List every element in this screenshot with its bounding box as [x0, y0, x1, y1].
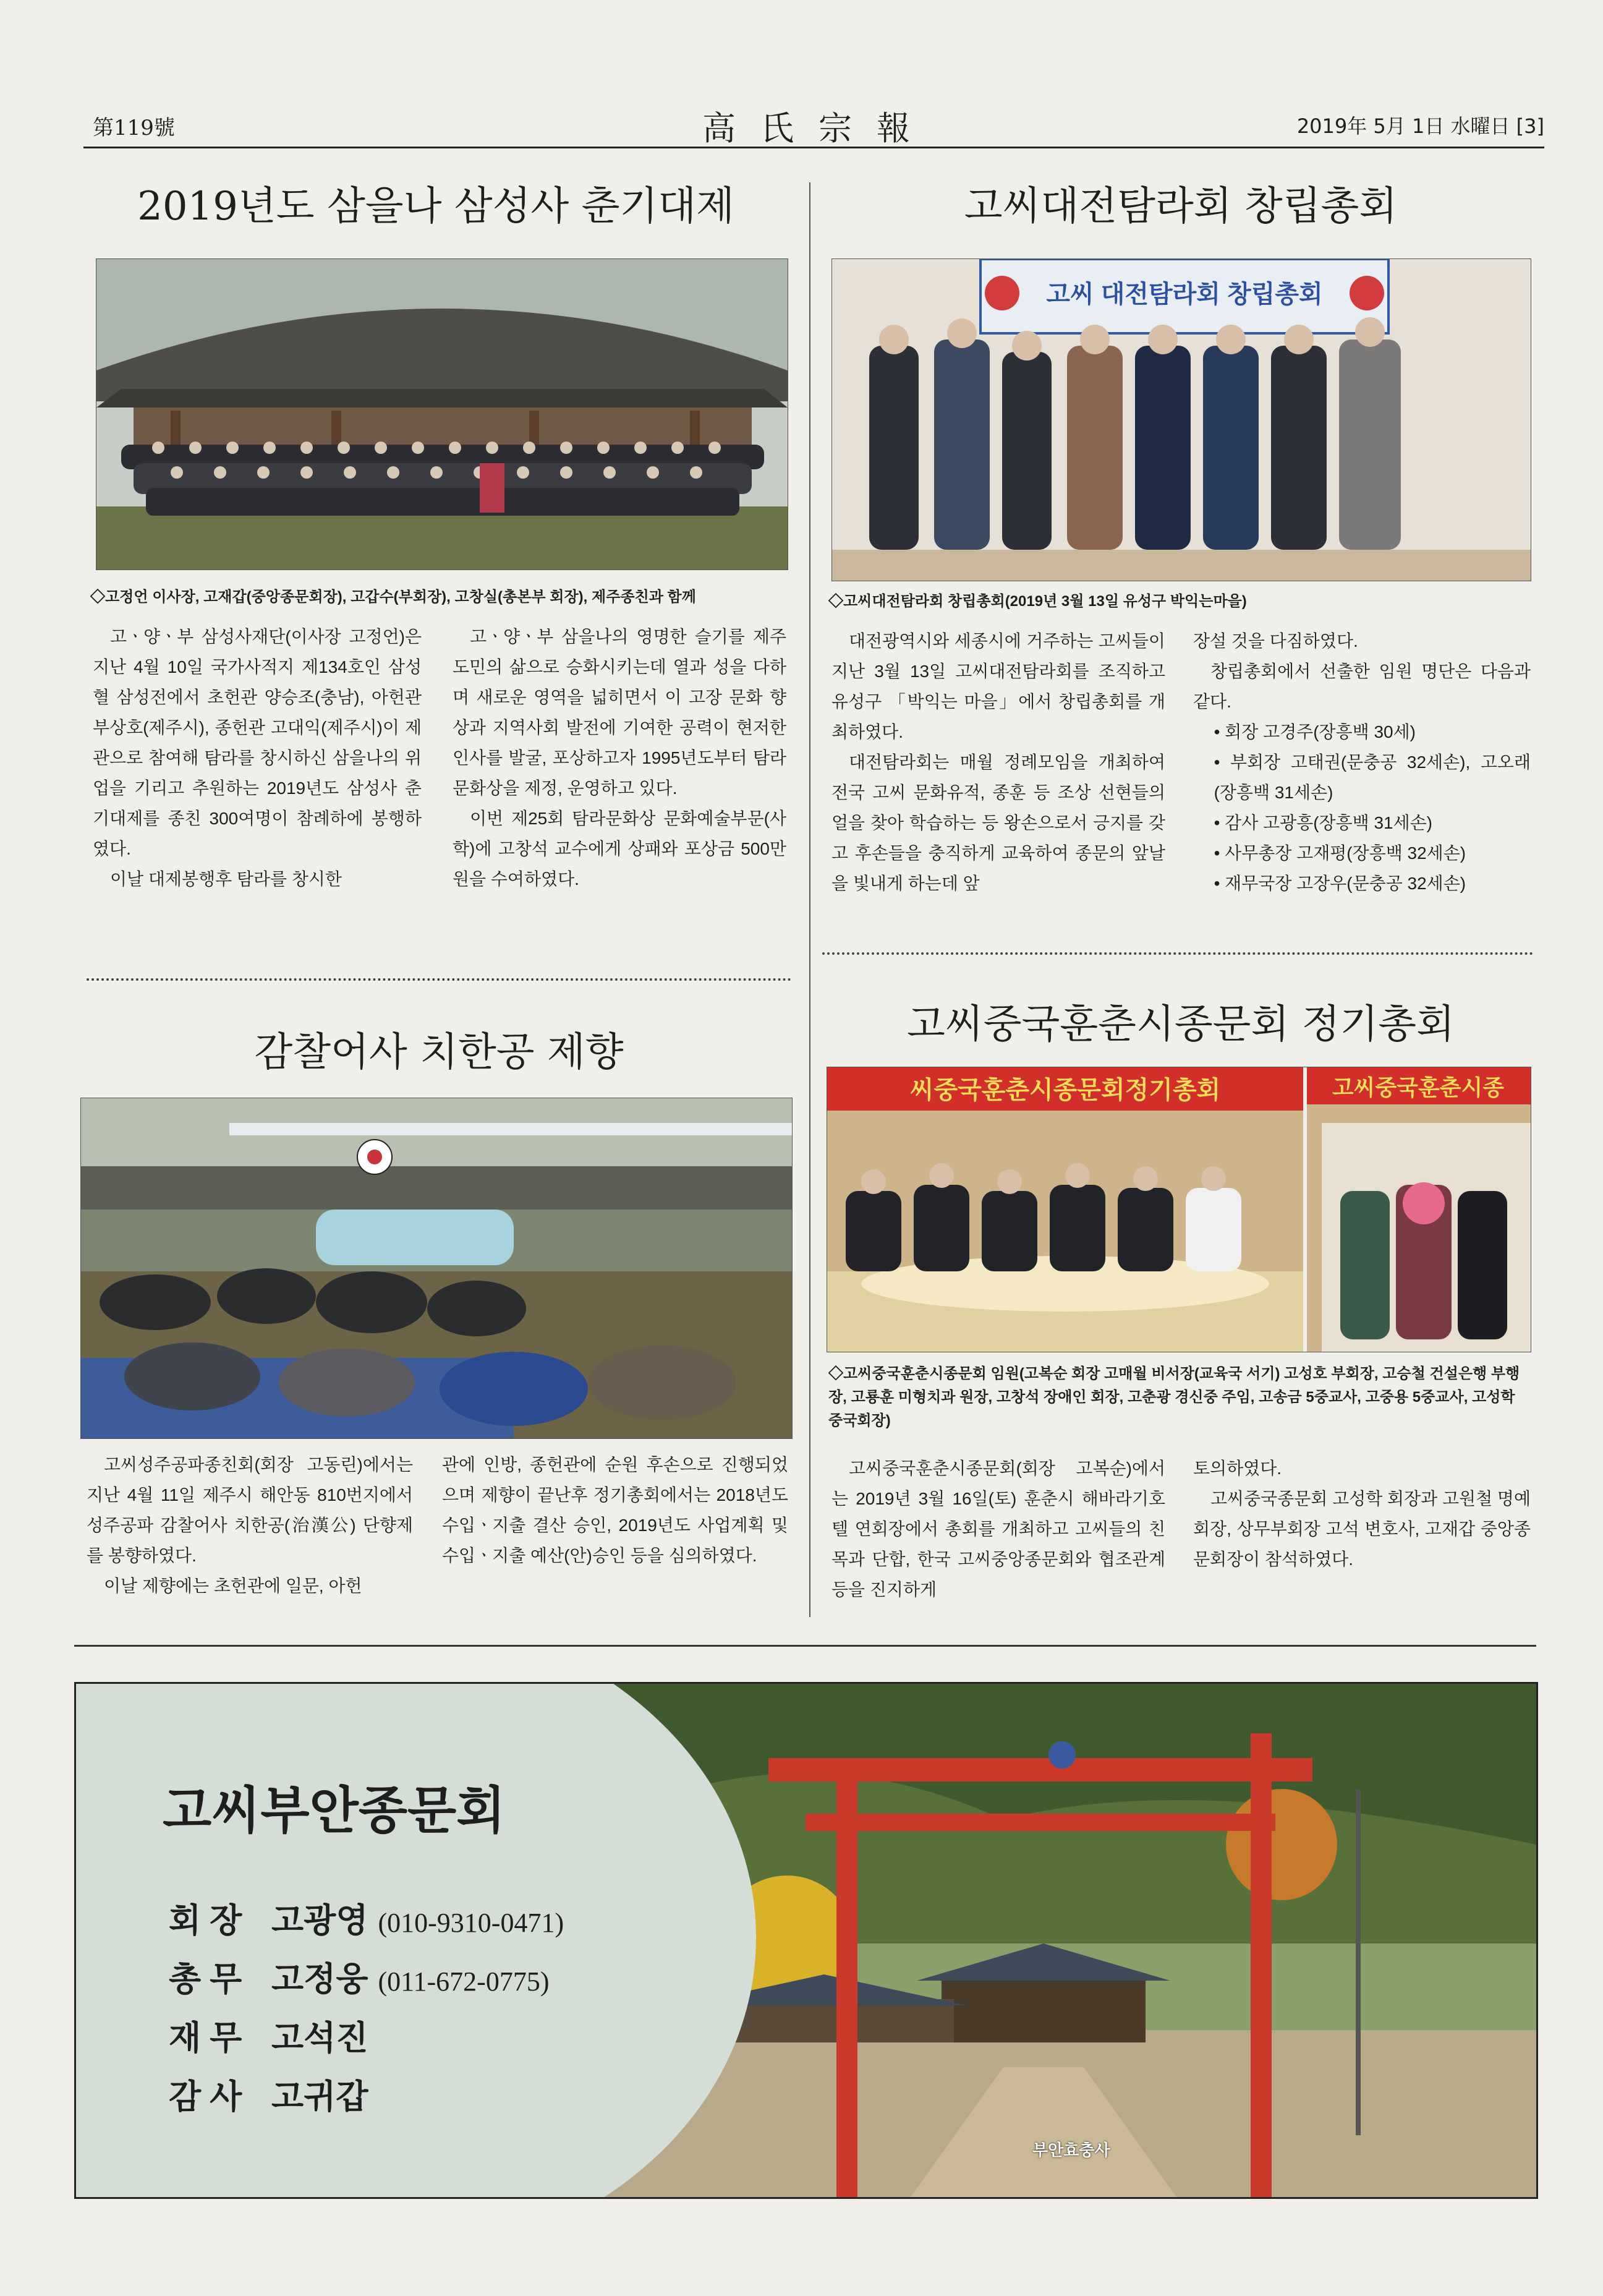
banner-text: 고씨 대전탐라회 창립총회: [1046, 281, 1323, 308]
advertisement-box: [74, 1682, 1538, 2199]
article1-column-1: [93, 621, 422, 894]
article3-paragraph: 관에 인방, 종헌관에 순원 후손으로 진행되었으며 제향이 끝난후 정기총회에서는 2018년도 수입ㆍ지출 결산 승인, 2019년도 사업계획 및 수입ㆍ지출 예산(안)승인 등을 심의하였다.: [442, 1455, 788, 1565]
article2-paragraph: 장설 것을 다짐하였다.: [1193, 631, 1358, 651]
section-divider: [822, 952, 1533, 955]
banner-text: 고씨중국훈춘시종: [1332, 1075, 1505, 1100]
regular-meeting-photo-icon: [827, 1067, 1531, 1352]
officer-item: • 감사 고광흥(장흥백 31세손): [1214, 813, 1433, 832]
article1-paragraph: 고ㆍ양ㆍ부 삼성사재단(이사장 고정언)은 지난 4월 10일 국가사적지 제134호인 삼성혈 삼성전에서 초헌관 양승조(충남), 아헌관 부상호(제주시), 종헌관 고대익(제주시)이 제관으로 참여해 탐라를 창시하신 삼을나의 위업을 기리고 추원하는 2019년도 삼성사 춘기대제를 종친 300여명이 참례하에 봉행하였다.: [93, 627, 422, 858]
article4-column-2: [1193, 1453, 1531, 1574]
article2-headline: 고씨대전탐라회 창립총회: [964, 184, 1398, 229]
ad-top-rule: [74, 1645, 1536, 1647]
article3-column-1: [87, 1449, 413, 1601]
ad-phone: (011-672-0775): [378, 1966, 550, 1997]
article1-caption: ◇고정언 이사장, 고재갑(중앙종문회장), 고갑수(부회장), 고창실(총본부 회장), 제주종친과 함께: [90, 589, 696, 605]
article4-paragraph: 고씨중국훈춘시종문회(회장 고복순)에서는 2019년 3월 16일(토) 훈춘시 해바라기호텔 연회장에서 총회를 개최하고 고씨들의 친목과 단합, 한국 고씨중앙종문회와 협조관계 등을 진지하게: [831, 1459, 1165, 1599]
article4-headline: 고씨중국훈춘시종문회 정기총회: [907, 1002, 1455, 1048]
ad-role: 감사: [169, 2078, 251, 2115]
article2-column-2: [1193, 626, 1531, 898]
article3-paragraph: 이날 제향에는 초헌관에 일문, 아헌: [104, 1576, 362, 1595]
article2-caption: ◇고씨대전탐라회 창립총회(2019년 3월 13일 유성구 박익는마을): [828, 593, 1247, 610]
article1-group-photo: [96, 258, 788, 570]
article1-paragraph: 고ㆍ양ㆍ부 삼을나의 영명한 슬기를 제주도민의 삶으로 승화시키는데 열과 성을 다하며 새로운 영역을 넓히면서 이 고장 문화 향상과 지역사회 발전에 기여한 공력이 현저한 인사를 발굴, 포상하고자 1995년도부터 탐라문화상을 제정, 운영하고 있다.: [453, 627, 786, 798]
ad-officer-row: [169, 1953, 549, 2000]
article3-ceremony-photo: [80, 1098, 793, 1439]
ad-photo-label: 부안효충사: [1032, 2141, 1110, 2159]
article1-paragraph: 이날 대제봉행후 탐라를 창시한: [110, 869, 342, 889]
founding-meeting-photo-icon: [832, 259, 1531, 581]
article2-paragraph: 창립총회에서 선출한 임원 명단은 다음과 같다.: [1193, 662, 1531, 711]
section-divider: [87, 978, 791, 981]
article2-paragraph: 대전광역시와 세종시에 거주하는 고씨들이 지난 3월 13일 고씨대전탐라회를 조직하고 유성구 「박익는 마을」에서 창립총회를 개최하였다.: [831, 631, 1165, 741]
ad-role: 회장: [169, 1902, 251, 1939]
article3-headline: 감찰어사 치한공 제향: [254, 1030, 624, 1075]
article1-headline: 2019년도 삼을나 삼성사 춘기대제: [137, 184, 734, 229]
article4-column-1: [831, 1453, 1165, 1605]
issue-date: 2019年 5月 1日 水曜日 [3]: [1296, 114, 1544, 138]
ad-role: 재무: [169, 2020, 251, 2057]
masthead: [93, 102, 1544, 148]
article1-column-2: [453, 621, 786, 894]
ad-name: 고광영: [271, 1902, 368, 1939]
ad-officer-row: [169, 2070, 378, 2118]
column-divider: [809, 182, 810, 1617]
article2-paragraph: 대전탐라회는 매월 정례모임을 개최하여 전국 고씨 문화유적, 종훈 등 조상 선현들의 얼을 찾아 학습하는 등 왕손으로서 긍지를 갖고 후손들을 충직하게 교육하여 종문의 앞날을 빛내게 하는데 앞: [831, 753, 1165, 893]
officer-item: • 부회장 고태권(문충공 32세손), 고오래(장흥백 31세손): [1214, 753, 1531, 802]
officer-item: • 사무총장 고재평(장흥백 32세손): [1214, 843, 1466, 863]
article4-paragraph: 토의하였다.: [1193, 1459, 1282, 1478]
memorial-rite-photo-icon: [81, 1098, 792, 1438]
masthead-rule: [83, 147, 1544, 148]
banner-text: 씨중국훈춘시종문회정기총회: [909, 1077, 1221, 1104]
newspaper-title: 高氏宗報: [702, 109, 935, 148]
ad-name: 고귀갑: [271, 2078, 368, 2115]
ad-officer-row: [169, 1894, 564, 1942]
ad-title: 고씨부안종문회: [163, 1783, 506, 1839]
article3-paragraph: 고씨성주공파종친회(회장 고동린)에서는 지난 4월 11일 제주시 해안동 810번지에서 성주공파 감찰어사 치한공(治漢公) 단향제를 봉향하였다.: [87, 1455, 413, 1565]
article4-paragraph: 고씨중국종문회 고성학 회장과 고원철 명예회장, 상무부회장 고석 변호사, 고재갑 중앙종문회장이 참석하였다.: [1193, 1489, 1531, 1569]
article3-column-2: [442, 1449, 788, 1571]
ad-role: 총무: [169, 1961, 251, 1998]
ad-phone: (010-9310-0471): [378, 1908, 564, 1938]
article2-group-photo: [831, 258, 1531, 581]
ad-name: 고석진: [271, 2020, 368, 2057]
ad-name: 고정웅: [271, 1961, 368, 1998]
ad-officer-row: [169, 2012, 378, 2059]
officer-list: [1193, 717, 1531, 898]
article4-caption: ◇고씨중국훈춘시종문회 임원(고복순 회장 고매월 비서장(교육국 서기) 고성호 부회장, 고승철 건설은행 부행장, 고룡훈 미형치과 원장, 고창석 장애인 회장, 고춘광 경신중 주임, 고송금 5중교사, 고중용 5중교사, 고성학 중국회장): [828, 1365, 1520, 1429]
shrine-group-photo-icon: [96, 259, 788, 570]
article1-paragraph: 이번 제25회 탐라문화상 문화예술부문(사학)에 고창석 교수에게 상패와 포상금 500만원을 수여하였다.: [453, 809, 786, 889]
issue-number: 第119號: [93, 116, 175, 140]
officer-item: • 재무국장 고장우(문충공 32세손): [1214, 874, 1466, 893]
article4-meeting-photo: [827, 1067, 1531, 1352]
officer-item: • 회장 고경주(장흥백 30세): [1214, 722, 1416, 741]
article2-column-1: [831, 626, 1165, 898]
